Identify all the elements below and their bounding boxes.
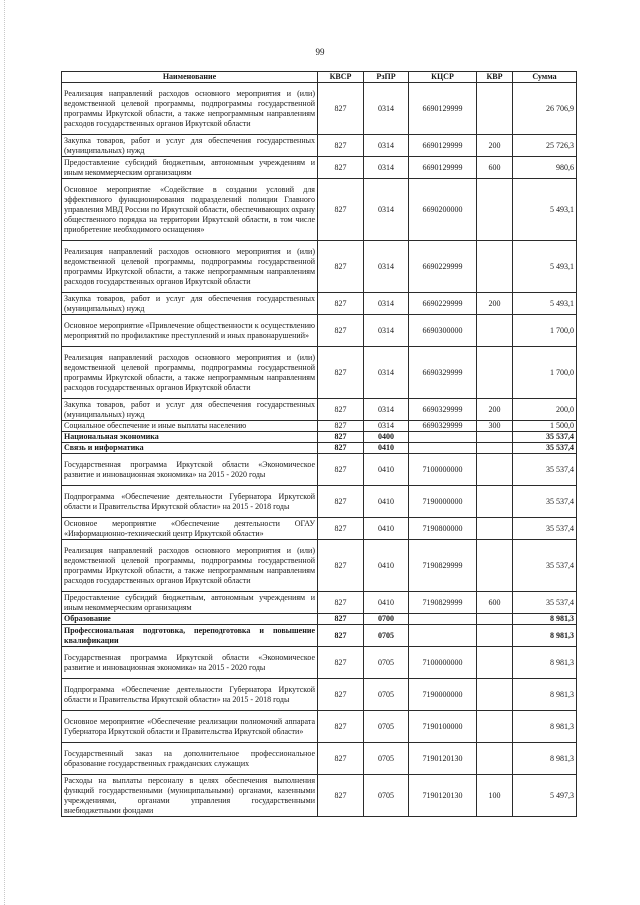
row-kcsr: 6690200000: [409, 179, 477, 241]
row-name: Предоставление субсидий бюджетным, автономным учреждениям и иным некоммерческим организациям: [62, 592, 318, 614]
row-rzpr: 0705: [364, 625, 409, 647]
row-name: Основное мероприятие «Обеспечение реализации полномочий аппарата Губернатора Иркутской области и Правительства Иркутской области»: [62, 711, 318, 743]
row-kvsr: 827: [318, 157, 364, 179]
row-rzpr: 0705: [364, 743, 409, 775]
row-rzpr: 0314: [364, 135, 409, 157]
row-name: Реализация направлений расходов основного мероприятия и (или) ведомственной целевой программы, подпрограммы государственной программы Иркутской области, а также непрограммным направлениям расходов государственных органов Иркутской области: [62, 540, 318, 592]
row-name: Государственный заказ на дополнительное профессиональное образование государственных гражданских служащих: [62, 743, 318, 775]
row-sum: 8 981,3: [513, 743, 577, 775]
row-rzpr: 0314: [364, 179, 409, 241]
table-row: [62, 679, 577, 711]
table-body: [62, 83, 577, 817]
row-sum: 8 981,3: [513, 625, 577, 647]
row-sum: 35 537,4: [513, 540, 577, 592]
row-kvr: [477, 241, 513, 293]
row-sum: 35 537,4: [513, 486, 577, 518]
row-kvsr: 827: [318, 540, 364, 592]
row-kvr: [477, 454, 513, 486]
row-kvr: 300: [477, 421, 513, 432]
row-name: Предоставление субсидий бюджетным, автономным учреждениям и иным некоммерческим организациям: [62, 157, 318, 179]
row-kvr: [477, 347, 513, 399]
row-kvr: [477, 614, 513, 625]
row-kcsr: [409, 625, 477, 647]
table-header: [62, 72, 577, 83]
row-kcsr: 7190800000: [409, 518, 477, 540]
row-name: Реализация направлений расходов основного мероприятия и (или) ведомственной целевой программы, подпрограммы государственной программы Иркутской области, а также непрограммным направлениям расходов государственных органов Иркутской области: [62, 347, 318, 399]
row-name: Подпрограмма «Обеспечение деятельности Губернатора Иркутской области и Правительства Иркутской области» на 2015 - 2018 годы: [62, 486, 318, 518]
row-rzpr: 0410: [364, 454, 409, 486]
row-kcsr: 6690329999: [409, 399, 477, 421]
row-kvr: [477, 625, 513, 647]
table-row: [62, 625, 577, 647]
row-sum: 1 700,0: [513, 315, 577, 347]
header-kvsr: КВСР: [318, 72, 364, 83]
row-rzpr: 0410: [364, 486, 409, 518]
row-kcsr: 6690300000: [409, 315, 477, 347]
table-row: [62, 83, 577, 135]
row-kvsr: 827: [318, 625, 364, 647]
row-sum: 26 706,9: [513, 83, 577, 135]
row-kvsr: 827: [318, 315, 364, 347]
table-row: [62, 157, 577, 179]
table-row: [62, 454, 577, 486]
row-rzpr: 0314: [364, 421, 409, 432]
row-sum: 5 493,1: [513, 179, 577, 241]
row-kvsr: 827: [318, 592, 364, 614]
table-row: [62, 179, 577, 241]
table-row: [62, 347, 577, 399]
row-kvsr: 827: [318, 83, 364, 135]
row-sum: 5 493,1: [513, 241, 577, 293]
row-rzpr: 0314: [364, 347, 409, 399]
header-rzpr: РзПР: [364, 72, 409, 83]
budget-table: [61, 71, 577, 817]
row-sum: 200,0: [513, 399, 577, 421]
row-rzpr: 0400: [364, 432, 409, 443]
table-row: [62, 443, 577, 454]
row-kcsr: 6690329999: [409, 421, 477, 432]
table-row: [62, 614, 577, 625]
row-kvsr: 827: [318, 486, 364, 518]
row-kvr: 200: [477, 399, 513, 421]
row-name: Профессиональная подготовка, переподготовка и повышение квалификации: [62, 625, 318, 647]
row-rzpr: 0410: [364, 592, 409, 614]
row-rzpr: 0705: [364, 775, 409, 817]
row-rzpr: 0700: [364, 614, 409, 625]
row-kvsr: 827: [318, 135, 364, 157]
row-kcsr: 7190829999: [409, 540, 477, 592]
header-sum: Сумма: [513, 72, 577, 83]
row-sum: 35 537,4: [513, 518, 577, 540]
row-kcsr: 6690129999: [409, 135, 477, 157]
row-kcsr: 6690229999: [409, 241, 477, 293]
row-name: Основное мероприятие «Привлечение общественности к осуществлению мероприятий по профилактике преступлений и иных правонарушений»: [62, 315, 318, 347]
row-kvr: 200: [477, 293, 513, 315]
row-kcsr: [409, 443, 477, 454]
row-name: Государственная программа Иркутской области «Экономическое развитие и инновационная экономика» на 2015 - 2020 годы: [62, 647, 318, 679]
row-kcsr: 6690229999: [409, 293, 477, 315]
table-row: [62, 592, 577, 614]
row-sum: 8 981,3: [513, 647, 577, 679]
row-kvr: [477, 179, 513, 241]
row-kvsr: 827: [318, 679, 364, 711]
row-kvr: [477, 443, 513, 454]
row-name: Основное мероприятие «Обеспечение деятельности ОГАУ «Информационно-технический центр Иркутской области»: [62, 518, 318, 540]
row-kvr: [477, 540, 513, 592]
row-sum: 8 981,3: [513, 614, 577, 625]
page-number: 99: [315, 47, 325, 57]
row-kvr: 600: [477, 157, 513, 179]
row-rzpr: 0410: [364, 518, 409, 540]
table-row: [62, 432, 577, 443]
header-row: [62, 72, 577, 83]
row-sum: 8 981,3: [513, 679, 577, 711]
row-sum: 1 700,0: [513, 347, 577, 399]
row-sum: 8 981,3: [513, 711, 577, 743]
row-kcsr: 6690129999: [409, 157, 477, 179]
table-row: [62, 743, 577, 775]
row-sum: 1 500,0: [513, 421, 577, 432]
header-kvr: КВР: [477, 72, 513, 83]
row-kvr: [477, 315, 513, 347]
row-kvsr: 827: [318, 454, 364, 486]
row-rzpr: 0410: [364, 443, 409, 454]
row-name: Образование: [62, 614, 318, 625]
header-kcsr: КЦСР: [409, 72, 477, 83]
row-name: Основное мероприятие «Содействие в создании условий для эффективного функционирования подразделений полиции Главного управления МВД России по Иркутской области, обеспечивающих охрану общественного порядка на территории Иркутской области, в том числе приобретение необходимого оснащения»: [62, 179, 318, 241]
row-kvr: 600: [477, 592, 513, 614]
header-name: Наименование: [62, 72, 318, 83]
table-row: [62, 647, 577, 679]
table-row: [62, 540, 577, 592]
row-name: Реализация направлений расходов основного мероприятия и (или) ведомственной целевой программы, подпрограммы государственной программы Иркутской области, а также непрограммным направлениям расходов государственных органов Иркутской области: [62, 83, 318, 135]
row-rzpr: 0314: [364, 399, 409, 421]
page-edge-line: [4, 0, 6, 905]
row-kcsr: 7190829999: [409, 592, 477, 614]
row-kcsr: 7190120130: [409, 743, 477, 775]
row-kvsr: 827: [318, 775, 364, 817]
table-row: [62, 293, 577, 315]
row-sum: 5 497,3: [513, 775, 577, 817]
row-kvr: [477, 679, 513, 711]
row-kcsr: 7100000000: [409, 647, 477, 679]
row-name: Национальная экономика: [62, 432, 318, 443]
table-row: [62, 775, 577, 817]
row-sum: 35 537,4: [513, 592, 577, 614]
row-name: Реализация направлений расходов основного мероприятия и (или) ведомственной целевой программы, подпрограммы государственной программы Иркутской области, а также непрограммным направлениям расходов государственных органов Иркутской области: [62, 241, 318, 293]
row-rzpr: 0314: [364, 293, 409, 315]
row-kvr: [477, 486, 513, 518]
row-sum: 35 537,4: [513, 432, 577, 443]
table-row: [62, 518, 577, 540]
row-kvsr: 827: [318, 711, 364, 743]
row-sum: 25 726,3: [513, 135, 577, 157]
row-rzpr: 0314: [364, 315, 409, 347]
row-name: Подпрограмма «Обеспечение деятельности Губернатора Иркутской области и Правительства Иркутской области» на 2015 - 2018 годы: [62, 679, 318, 711]
table-row: [62, 135, 577, 157]
row-kcsr: 7190100000: [409, 711, 477, 743]
row-kvr: [477, 647, 513, 679]
row-sum: 5 493,1: [513, 293, 577, 315]
row-rzpr: 0314: [364, 241, 409, 293]
row-rzpr: 0410: [364, 540, 409, 592]
row-rzpr: 0705: [364, 711, 409, 743]
row-name: Связь и информатика: [62, 443, 318, 454]
table-row: [62, 315, 577, 347]
row-kvr: [477, 518, 513, 540]
row-rzpr: 0314: [364, 157, 409, 179]
row-kcsr: 7190000000: [409, 679, 477, 711]
row-kvr: [477, 711, 513, 743]
row-kcsr: [409, 432, 477, 443]
row-name: Закупка товаров, работ и услуг для обеспечения государственных (муниципальных) нужд: [62, 135, 318, 157]
row-name: Государственная программа Иркутской области «Экономическое развитие и инновационная экономика» на 2015 - 2020 годы: [62, 454, 318, 486]
row-sum: 35 537,4: [513, 443, 577, 454]
row-kcsr: 7100000000: [409, 454, 477, 486]
row-kvsr: 827: [318, 241, 364, 293]
row-kvsr: 827: [318, 293, 364, 315]
row-kvr: 100: [477, 775, 513, 817]
table-row: [62, 399, 577, 421]
row-kcsr: [409, 614, 477, 625]
row-kvsr: 827: [318, 647, 364, 679]
row-kvsr: 827: [318, 432, 364, 443]
row-kcsr: 7190120130: [409, 775, 477, 817]
row-name: Расходы на выплаты персоналу в целях обеспечения выполнения функций государственными (муниципальными) органами, казенными учреждениями, органами управления государственными внебюджетными фондами: [62, 775, 318, 817]
row-kcsr: 6690329999: [409, 347, 477, 399]
row-kvr: 200: [477, 135, 513, 157]
row-sum: 980,6: [513, 157, 577, 179]
row-kvsr: 827: [318, 421, 364, 432]
row-kvr: [477, 743, 513, 775]
row-name: Закупка товаров, работ и услуг для обеспечения государственных (муниципальных) нужд: [62, 399, 318, 421]
table-row: [62, 241, 577, 293]
row-kvsr: 827: [318, 518, 364, 540]
row-kvsr: 827: [318, 399, 364, 421]
row-kvsr: 827: [318, 179, 364, 241]
row-kvsr: 827: [318, 614, 364, 625]
row-kvsr: 827: [318, 743, 364, 775]
table-row: [62, 711, 577, 743]
table-row: [62, 421, 577, 432]
row-name: Социальное обеспечение и иные выплаты населению: [62, 421, 318, 432]
row-kcsr: 7190000000: [409, 486, 477, 518]
row-kvr: [477, 83, 513, 135]
row-rzpr: 0705: [364, 647, 409, 679]
row-sum: 35 537,4: [513, 454, 577, 486]
row-kvsr: 827: [318, 347, 364, 399]
row-rzpr: 0705: [364, 679, 409, 711]
row-kcsr: 6690129999: [409, 83, 477, 135]
row-kvr: [477, 432, 513, 443]
row-rzpr: 0314: [364, 83, 409, 135]
table-row: [62, 486, 577, 518]
row-name: Закупка товаров, работ и услуг для обеспечения государственных (муниципальных) нужд: [62, 293, 318, 315]
row-kvsr: 827: [318, 443, 364, 454]
